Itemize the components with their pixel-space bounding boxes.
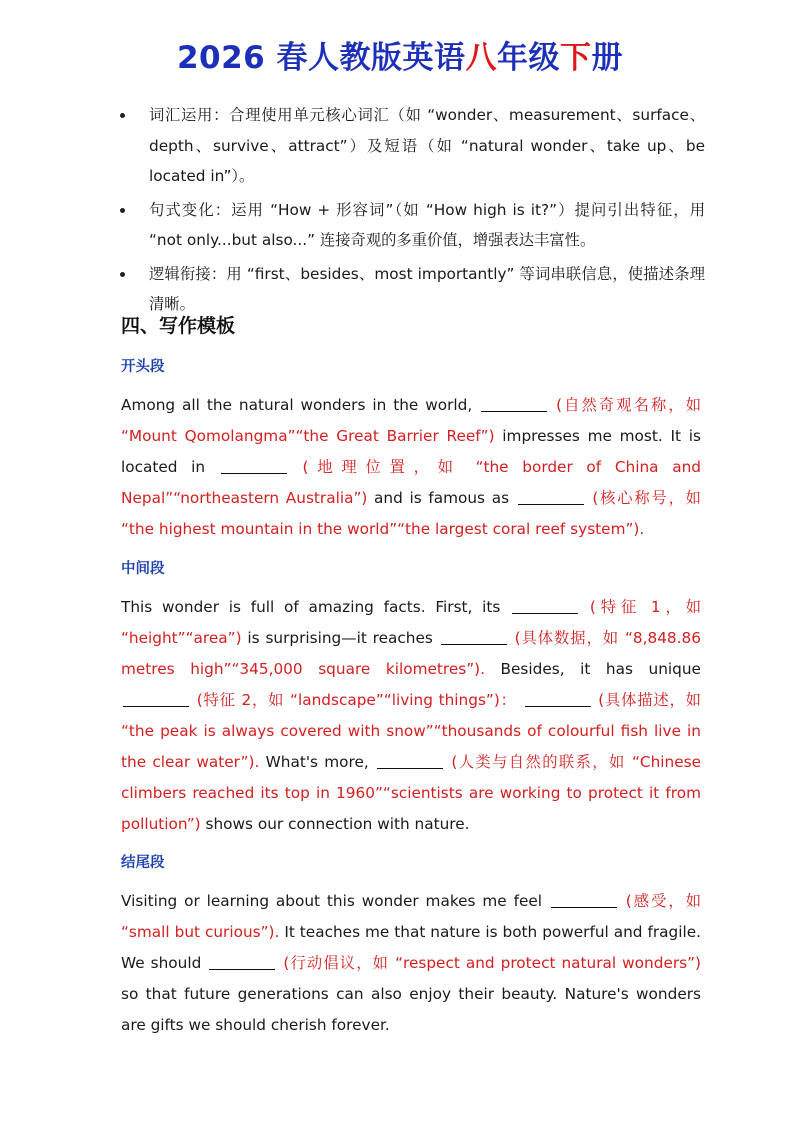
fill-blank: [525, 690, 591, 707]
title-part-3: 八: [465, 40, 498, 76]
list-item: [120, 100, 705, 192]
middle-text-5: shows our connection with nature.: [205, 815, 470, 833]
middle-hint-5: (人类与自然的联系，如 “Chinese climbers reached its top in 1960”“scientists are working to protect it from pollution”): [121, 753, 702, 833]
fill-blank: [441, 628, 507, 645]
requirements-list: [120, 100, 705, 323]
opening-hint-2: (地理位置，如 “the border of China and Nepal”“northeastern Australia”): [121, 458, 701, 507]
page-title: [0, 38, 800, 78]
opening-heading: 开头段: [121, 359, 165, 375]
fill-blank: [512, 597, 578, 614]
closing-text-3: so that future generations can also enjoy their beauty. Nature's wonders are gifts we should cherish forever.: [121, 985, 701, 1034]
title-part-2: 英语: [402, 40, 466, 76]
bullet-text: 句式变化：运用 “How + 形容词”（如 “How high is it?”）提问引出特征，用 “not only...but also...” 连接奇观的多重价值，增强表达丰富性。: [149, 200, 705, 249]
fill-blank: [123, 690, 189, 707]
bullet-icon: [120, 272, 125, 277]
bullet-icon: [120, 113, 125, 118]
opening-paragraph: [121, 390, 701, 545]
closing-heading: 结尾段: [121, 855, 165, 871]
title-part-1: 2026 春人教版: [176, 40, 403, 76]
section-heading: 四、写作模板: [121, 315, 236, 337]
opening-hint-1: (自然奇观名称，如 “Mount Qomolangma”“the Great Barrier Reef”): [121, 396, 701, 445]
middle-text-2: is surprising—it reaches: [247, 629, 433, 647]
middle-text-4: What's more,: [265, 753, 369, 771]
title-part-6: 册: [591, 40, 624, 76]
fill-blank: [481, 395, 547, 412]
middle-heading: 中间段: [121, 561, 165, 577]
bullet-text: 逻辑衔接：用 “first、besides、most importantly” 等词串联信息，使描述条理清晰。: [149, 264, 705, 313]
fill-blank: [377, 752, 443, 769]
middle-text-1: This wonder is full of amazing facts. First, its: [121, 598, 501, 616]
opening-hint-3: (核心称号，如 “the highest mountain in the world”“the largest coral reef system”).: [121, 489, 701, 538]
list-item: [120, 195, 705, 256]
fill-blank: [518, 488, 584, 505]
closing-paragraph: [121, 886, 701, 1041]
closing-hint-2: (行动倡议，如 “respect and protect natural wonders”): [283, 954, 702, 972]
middle-paragraph: [121, 592, 701, 840]
title-part-4: 年级: [497, 40, 561, 76]
middle-hint-3: (特征 2，如 “landscape”“living things”)：: [196, 691, 517, 709]
middle-hint-4: (具体描述，如 “the peak is always covered with snow”“thousands of colourful fish live in the clear water”).: [121, 691, 701, 771]
closing-text-2: It teaches me that nature is both powerful and fragile. We should: [121, 923, 701, 972]
closing-text-1: Visiting or learning about this wonder makes me feel: [121, 892, 543, 910]
bullet-text: 词汇运用：合理使用单元核心词汇（如 “wonder、measurement、surface、depth、survive、attract”）及短语（如 “natural wonder、take up、be located in”）。: [149, 106, 705, 185]
opening-text-1: Among all the natural wonders in the world,: [121, 396, 473, 414]
closing-hint-1: (感受，如 “small but curious”).: [121, 892, 701, 941]
title-part-5: 下: [560, 40, 592, 76]
opening-text-3: and is famous as: [374, 489, 510, 507]
middle-text-3: Besides, it has unique: [500, 660, 701, 678]
middle-hint-1: (特征 1，如 “height”“area”): [121, 598, 701, 647]
middle-hint-2: (具体数据，如 “8,848.86 metres high”“345,000 square kilometres”).: [121, 629, 701, 678]
fill-blank: [209, 953, 275, 970]
list-item: [120, 259, 705, 320]
opening-text-2: impresses me most. It is located in: [121, 427, 701, 476]
fill-blank: [551, 891, 617, 908]
fill-blank: [221, 457, 287, 474]
bullet-icon: [120, 208, 125, 213]
